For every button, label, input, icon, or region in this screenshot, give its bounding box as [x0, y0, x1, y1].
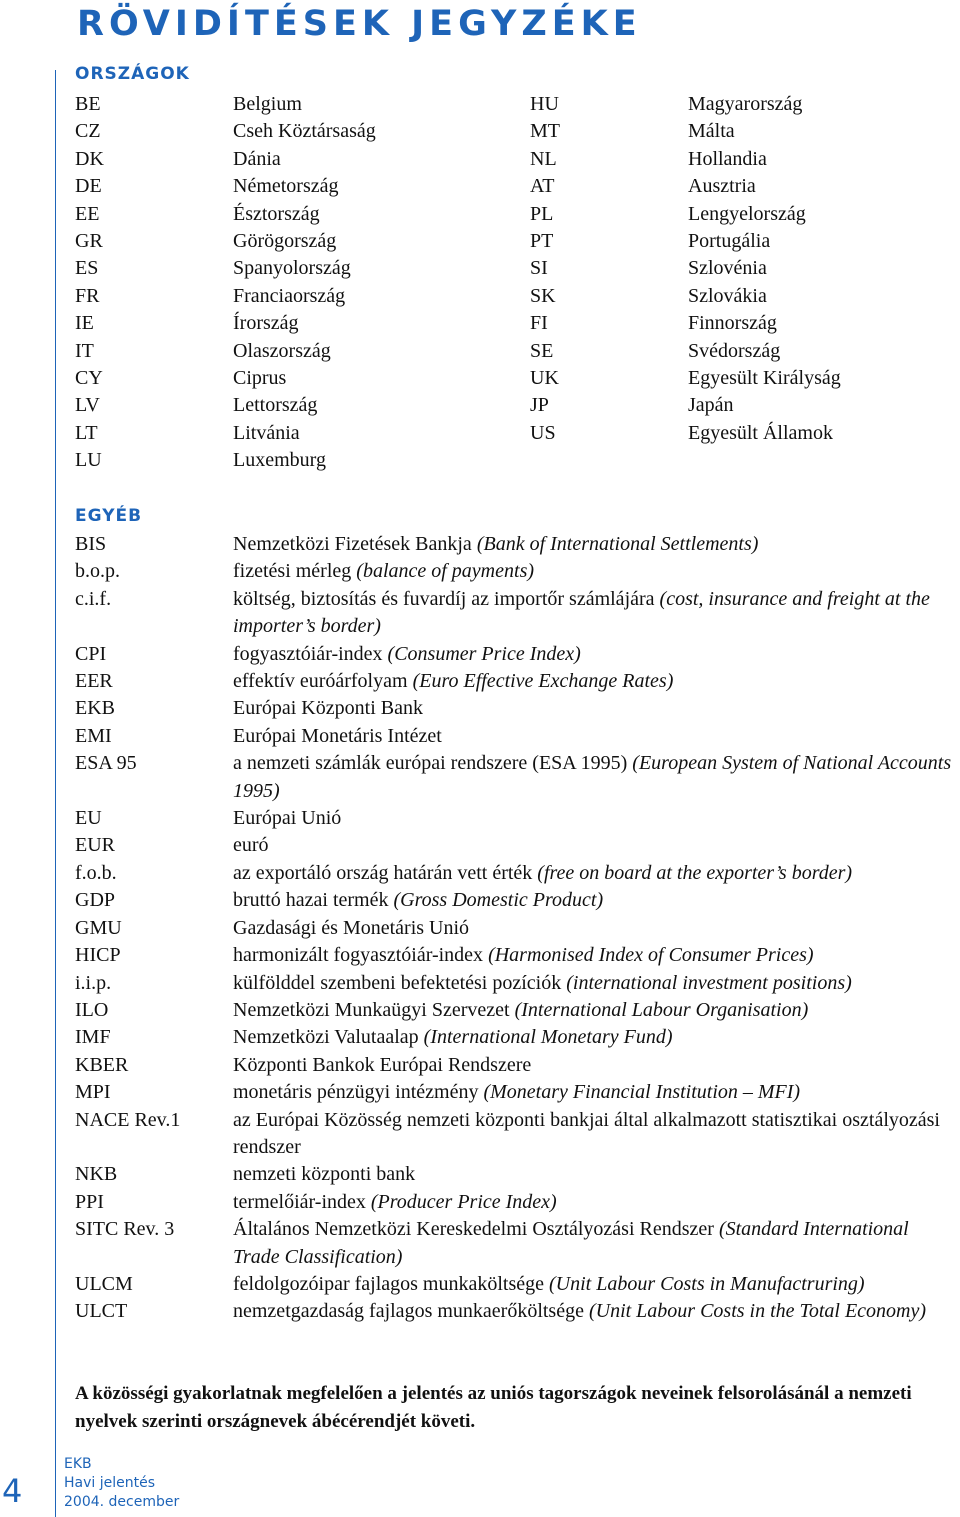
country-name: Luxemburg — [233, 449, 326, 472]
country-code: LU — [75, 449, 102, 472]
abbreviation-row — [75, 970, 955, 997]
abbreviation-description — [233, 997, 955, 1024]
abbreviation-code: MPI — [75, 1081, 111, 1104]
description-english: (Unit Labour Costs in Manufactruring) — [549, 1272, 865, 1295]
country-code: SI — [530, 257, 548, 280]
margin-rule — [55, 70, 56, 1517]
abbreviation-row — [75, 1161, 955, 1188]
description-english: (balance of payments) — [356, 560, 535, 583]
country-code: GR — [75, 230, 103, 252]
abbreviation-row — [75, 1216, 955, 1271]
abbreviation-row — [75, 723, 955, 750]
country-name: Málta — [688, 120, 735, 143]
abbreviation-description — [233, 1216, 955, 1271]
description-hungarian: Gazdasági és Monetáris Unió — [233, 916, 470, 939]
description-hungarian: fizetési mérleg — [233, 560, 357, 583]
abbreviation-description — [233, 531, 955, 558]
abbreviation-row — [75, 942, 955, 969]
description-english: (Unit Labour Costs in the Total Economy) — [588, 1300, 927, 1323]
country-name: Svédország — [688, 339, 781, 362]
page-title: RÖVIDÍTÉSEK JEGYZÉKE — [77, 4, 642, 44]
description-english: (free on board at the exporter’s border) — [537, 861, 853, 884]
description-hungarian: Nemzetközi Munkaügyi Szervezet — [233, 998, 515, 1021]
abbreviation-description — [233, 832, 955, 859]
country-code: DK — [75, 147, 104, 170]
abbreviation-code: HICP — [75, 944, 121, 967]
description-english: (Gross Domestic Product) — [393, 889, 604, 912]
country-name: Görögország — [233, 230, 337, 252]
description-english: (Producer Price Index) — [370, 1190, 557, 1213]
description-hungarian: Nemzetközi Valutaalap — [233, 1026, 424, 1049]
abbreviation-row — [75, 805, 955, 832]
abbreviation-description — [233, 1052, 955, 1079]
country-code: EE — [75, 202, 100, 225]
abbreviation-row — [75, 695, 955, 722]
abbreviation-row — [75, 1271, 955, 1298]
description-english: (Consumer Price Index) — [387, 642, 581, 665]
abbreviation-description — [233, 750, 955, 805]
abbreviation-code: NACE Rev.1 — [75, 1108, 181, 1131]
description-english: (Euro Effective Exchange Rates) — [412, 670, 674, 693]
abbreviation-code: IMF — [75, 1026, 111, 1049]
footer — [64, 1455, 179, 1512]
country-code: SE — [530, 339, 554, 362]
abbreviation-row — [75, 997, 955, 1024]
country-name: Olaszország — [233, 339, 331, 362]
country-code: LT — [75, 421, 98, 444]
abbreviation-row — [75, 750, 955, 805]
abbreviation-description — [233, 942, 955, 969]
abbreviation-row — [75, 1024, 955, 1051]
abbreviation-code: ILO — [75, 998, 109, 1021]
abbreviation-row — [75, 1052, 955, 1079]
country-name: Egyesült Királyság — [688, 367, 841, 389]
abbreviation-row — [75, 1107, 955, 1162]
footer-publication: Havi jelentés — [64, 1475, 156, 1491]
description-english: (cost, insurance and freight at the importer’s border) — [233, 587, 930, 638]
abbreviation-description — [233, 1079, 955, 1106]
abbreviation-description — [233, 695, 955, 722]
description-hungarian: Központi Bankok Európai Rendszere — [233, 1053, 532, 1076]
country-code: NL — [530, 147, 557, 170]
abbreviation-description — [233, 1298, 955, 1325]
abbreviation-row — [75, 1079, 955, 1106]
description-english: (European System of National Accounts 1995) — [233, 752, 952, 802]
country-name: Hollandia — [688, 147, 767, 170]
abbreviation-code: c.i.f. — [75, 587, 112, 610]
description-hungarian: Európai Monetáris Intézet — [233, 724, 442, 747]
abbreviation-code: PPI — [75, 1190, 104, 1213]
abbreviation-code: KBER — [75, 1053, 129, 1076]
abbreviation-description — [233, 887, 955, 914]
country-code: JP — [530, 394, 549, 417]
countries-heading: ORSZÁGOK — [75, 64, 190, 84]
description-english: (Bank of International Settlements) — [476, 533, 759, 555]
country-name: Portugália — [688, 230, 771, 252]
description-hungarian: fogyasztóiár-index — [233, 642, 388, 665]
country-code: IE — [75, 312, 94, 335]
country-code: FR — [75, 284, 100, 307]
abbreviation-description — [233, 641, 955, 668]
abbreviation-code: ULCM — [75, 1272, 133, 1295]
country-code: FI — [530, 312, 548, 335]
abbreviation-code: ESA 95 — [75, 752, 137, 775]
description-hungarian: monetáris pénzügyi intézmény — [233, 1081, 484, 1104]
abbreviation-row — [75, 1189, 955, 1216]
abbreviation-code: GDP — [75, 889, 116, 912]
country-code: US — [530, 421, 556, 444]
abbreviation-row — [75, 1298, 955, 1325]
description-hungarian: bruttó hazai termék — [233, 889, 394, 912]
description-hungarian: euró — [233, 834, 269, 857]
description-hungarian: feldolgozóipar fajlagos munkaköltsége — [233, 1272, 550, 1295]
description-hungarian: Európai Unió — [233, 807, 342, 830]
description-hungarian: Európai Központi Bank — [233, 697, 423, 720]
country-code: HU — [530, 93, 559, 115]
description-hungarian: effektív euróárfolyam — [233, 670, 413, 693]
abbreviation-list — [75, 531, 955, 1326]
country-code: CY — [75, 367, 103, 389]
abbreviation-description — [233, 586, 955, 641]
country-code: IT — [75, 339, 94, 362]
country-code: PT — [530, 230, 554, 252]
country-code: DE — [75, 175, 102, 198]
country-name: Németország — [233, 175, 339, 198]
abbreviation-row — [75, 531, 955, 558]
country-code: SK — [530, 284, 556, 307]
abbreviation-code: EMI — [75, 724, 112, 747]
abbreviation-description — [233, 723, 955, 750]
other-heading: EGYÉB — [75, 506, 143, 526]
abbreviation-row — [75, 915, 955, 942]
country-name: Dánia — [233, 147, 281, 170]
description-hungarian: harmonizált fogyasztóiár-index — [233, 944, 489, 967]
description-english: (international investment positions) — [566, 971, 852, 994]
country-name: Litvánia — [233, 421, 300, 444]
country-name: Lengyelország — [688, 202, 806, 225]
country-name: Írország — [233, 312, 299, 335]
abbreviation-code: EKB — [75, 697, 115, 720]
description-hungarian: Nemzetközi Fizetések Bankja — [233, 533, 477, 555]
country-name: Franciaország — [233, 284, 346, 307]
abbreviation-code: SITC Rev. 3 — [75, 1218, 175, 1241]
country-code: BE — [75, 93, 101, 115]
abbreviation-description — [233, 970, 955, 997]
abbreviation-row — [75, 558, 955, 585]
description-hungarian: az exportáló ország határán vett érték — [233, 861, 538, 884]
description-english: (Harmonised Index of Consumer Prices) — [488, 944, 814, 967]
country-name: Finnország — [688, 312, 777, 335]
country-name: Lettország — [233, 394, 318, 417]
abbreviation-code: BIS — [75, 533, 107, 555]
description-hungarian: a nemzeti számlák európai rendszere (ESA 1995) — [233, 752, 633, 775]
country-name: Cseh Köztársaság — [233, 120, 376, 143]
country-code: AT — [530, 175, 555, 198]
footer-date: 2004. december — [64, 1494, 180, 1510]
country-code: PL — [530, 202, 554, 225]
country-name: Belgium — [233, 93, 302, 115]
description-hungarian: Általános Nemzetközi Kereskedelmi Osztályozási Rendszer — [233, 1218, 719, 1241]
abbreviation-row — [75, 860, 955, 887]
country-name: Szlovákia — [688, 284, 767, 307]
country-code: LV — [75, 394, 100, 417]
abbreviation-description — [233, 915, 955, 942]
description-hungarian: termelőiár-index — [233, 1190, 371, 1213]
description-english: (Standard International Trade Classification) — [233, 1218, 909, 1268]
description-hungarian: külfölddel szembeni befektetési pozíciók — [233, 971, 567, 994]
abbreviation-description — [233, 558, 955, 585]
country-name: Ausztria — [688, 175, 756, 198]
abbreviation-description — [233, 860, 955, 887]
abbreviation-code: EU — [75, 807, 102, 830]
description-english: (International Labour Organisation) — [514, 998, 809, 1021]
country-code: UK — [530, 367, 559, 389]
abbreviation-code: CPI — [75, 642, 107, 665]
description-english: (Monetary Financial Institution – MFI) — [483, 1081, 801, 1104]
abbreviation-description — [233, 1107, 955, 1162]
abbreviation-code: i.i.p. — [75, 971, 112, 994]
country-name: Ciprus — [233, 367, 287, 389]
note-text: A közösségi gyakorlatnak megfelelően a jelentés az uniós tagországok neveinek felsorolásánál a nemzeti nyelvek szerinti országnevek ábécérendjét követi. — [75, 1383, 912, 1432]
abbreviation-row — [75, 641, 955, 668]
footer-publisher: EKB — [64, 1456, 92, 1472]
abbreviation-description — [233, 805, 955, 832]
description-english: (International Monetary Fund) — [423, 1026, 673, 1049]
country-name: Észtország — [233, 202, 320, 225]
page-number: 4 — [2, 1472, 23, 1510]
abbreviation-description — [233, 1161, 955, 1188]
country-name: Japán — [688, 394, 734, 417]
abbreviation-description — [233, 1189, 955, 1216]
abbreviation-code: GMU — [75, 916, 122, 939]
country-code: ES — [75, 257, 99, 280]
abbreviation-code: NKB — [75, 1163, 118, 1186]
abbreviation-code: f.o.b. — [75, 861, 117, 884]
description-hungarian: nemzeti központi bank — [233, 1163, 416, 1186]
abbreviation-description — [233, 1024, 955, 1051]
abbreviation-description — [233, 668, 955, 695]
abbreviation-code: b.o.p. — [75, 560, 120, 583]
country-code: MT — [530, 120, 560, 143]
country-name: Szlovénia — [688, 257, 767, 280]
abbreviation-code: EUR — [75, 834, 115, 857]
abbreviation-row — [75, 887, 955, 914]
abbreviation-row — [75, 668, 955, 695]
abbreviation-code: ULCT — [75, 1300, 128, 1323]
abbreviation-description — [233, 1271, 955, 1298]
abbreviation-row — [75, 586, 955, 641]
description-hungarian: költség, biztosítás és fuvardíj az importőr számlájára — [233, 587, 660, 610]
description-hungarian: nemzetgazdaság fajlagos munkaerőköltsége — [233, 1300, 589, 1323]
abbreviation-row — [75, 832, 955, 859]
country-name: Egyesült Államok — [688, 421, 833, 444]
description-hungarian: az Európai Közösség nemzeti központi bankjai által alkalmazott statisztikai osztályozási rendszer — [233, 1108, 940, 1158]
country-code: CZ — [75, 120, 101, 143]
country-name: Spanyolország — [233, 257, 351, 280]
abbreviation-code: EER — [75, 670, 113, 693]
country-name: Magyarország — [688, 93, 803, 115]
